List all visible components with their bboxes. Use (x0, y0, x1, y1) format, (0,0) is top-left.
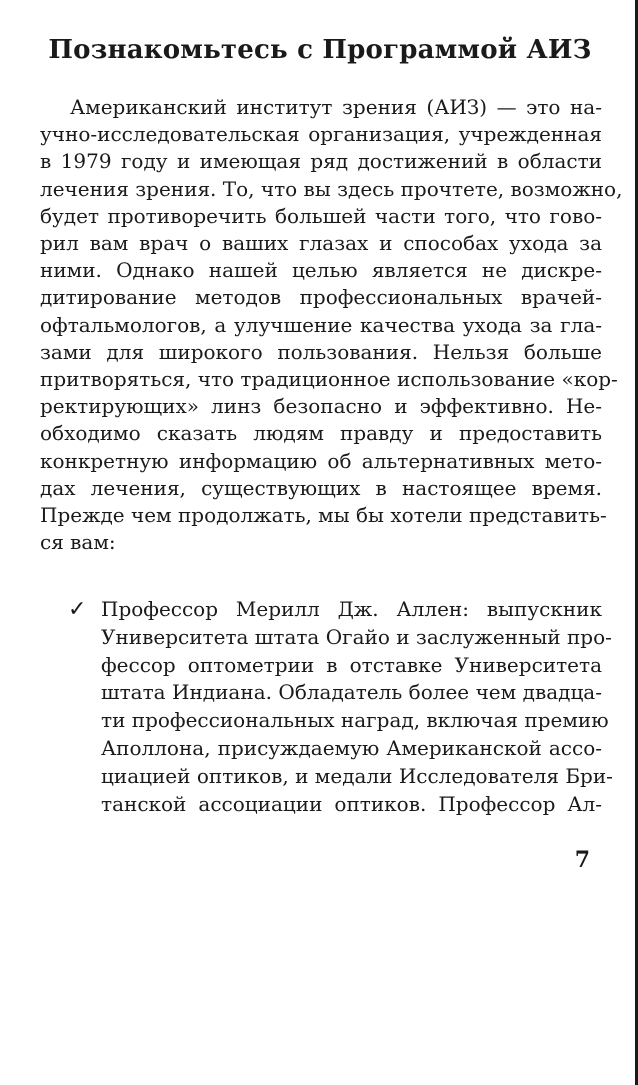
bullet-line: ти профессиональных наград, включая премию (101, 708, 609, 733)
paragraph-line: офтальмологов, а улучшение качества ухода за гла- (40, 312, 602, 337)
bullet-line: танской ассоциации оптиков. Профессор Ал- (101, 791, 602, 816)
paragraph-line: дах лечения, существующих в настоящее время. (40, 475, 602, 500)
paragraph-line: дитирование методов профессиональных врачей- (40, 285, 602, 310)
paragraph-line: ними. Однако нашей целью является не дискре- (40, 258, 602, 283)
paragraph-line: зами для широкого пользования. Нельзя больше (40, 339, 602, 364)
bullet-line: Университета штата Огайо и заслуженный про- (101, 624, 612, 649)
bullet-line: штата Индиана. Обладатель более чем двадца- (101, 680, 602, 705)
paragraph-line: в 1979 году и имеющая ряд достижений в области (40, 149, 602, 174)
paragraph-line: ректирующих» линз безопасно и эффективно. Не- (40, 394, 602, 419)
intro-paragraph (40, 94, 623, 556)
paragraph-line: ся вам: (40, 530, 116, 555)
bullet-text (101, 596, 613, 818)
paragraph-line: будет противоречить большей части того, что гово- (40, 203, 602, 228)
page-heading: Познакомьтесь с Программой АИЗ (48, 35, 592, 65)
paragraph-line: обходимо сказать людям правду и предоставить (40, 421, 602, 446)
paragraph-line: рил вам врач о ваших глазах и способах ухода за (40, 231, 602, 256)
paragraph-line: лечения зрения. То, что вы здесь прочтете, возможно, (40, 176, 623, 201)
paragraph-line: притворяться, что традиционное использование «кор- (40, 367, 618, 392)
bullet-line: Аполлона, присуждаемую Американской ассо- (101, 735, 602, 760)
bullet-line: циацией оптиков, и медали Исследователя Бри- (101, 763, 613, 788)
paragraph-line: конкретную информацию об альтернативных мето- (40, 448, 602, 473)
paragraph-line: учно-исследовательская организация, учрежденная (40, 122, 602, 147)
bullet-line: фессор оптометрии в отставке Университета (101, 652, 602, 677)
bullet-line: Профессор Мерилл Дж. Аллен: выпускник (101, 597, 602, 621)
checkmark-icon: ✓ (68, 597, 87, 622)
paragraph-line: Прежде чем продолжать, мы бы хотели представить- (40, 503, 607, 528)
page-number: 7 (574, 847, 590, 873)
paragraph-line: Американский институт зрения (АИЗ) — это на- (70, 95, 602, 119)
